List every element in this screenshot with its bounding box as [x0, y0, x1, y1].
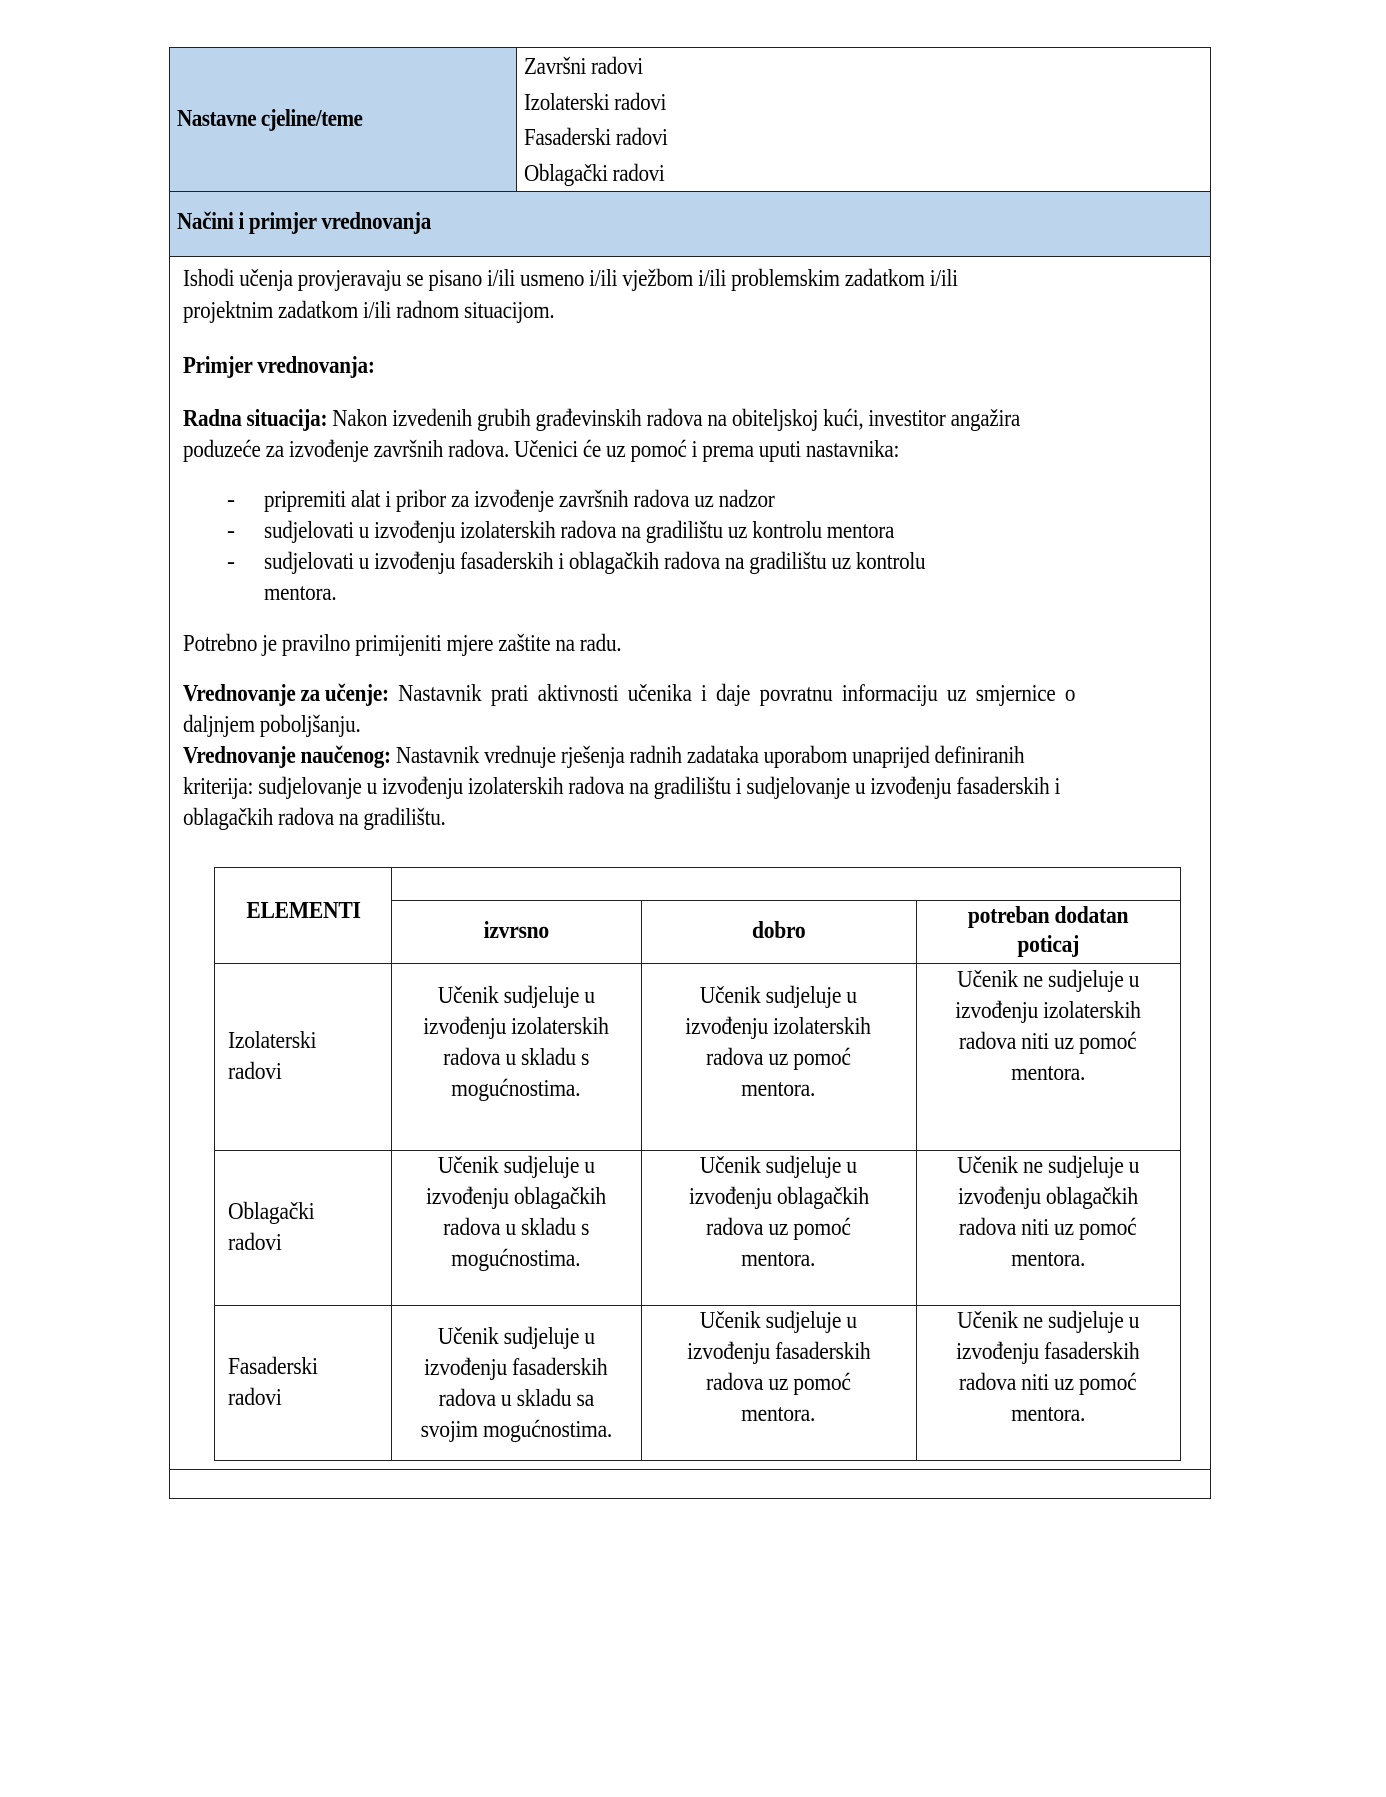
- for-learning-paragraph: [183, 681, 1075, 708]
- cell-line: izvođenju izolaterskih: [423, 1014, 609, 1040]
- topic-item: Izolaterski radovi: [524, 89, 667, 116]
- evaluation-header-row: [170, 192, 1210, 257]
- topics-list: [524, 50, 687, 192]
- cell-line: izvođenju fasaderskih: [424, 1355, 608, 1381]
- cell-line: radova u skladu s: [443, 1215, 589, 1241]
- rubric-cell-dobro: [641, 963, 916, 1150]
- rubric-cell-potreban-dodatan-poticaj: [916, 1150, 1180, 1305]
- cell-line: mogućnostima.: [451, 1246, 581, 1272]
- cell-line: mentora.: [741, 1076, 816, 1102]
- situation-text-line: poduzeće za izvođenje završnih radova. Učenici će uz pomoć i prema uputi nastavnika:: [183, 437, 900, 463]
- for-learning-label: Vrednovanje za učenje:: [183, 681, 389, 707]
- cell-line: Učenik sudjeluje u: [699, 1308, 858, 1334]
- rubric-cell-izvrsno: [391, 963, 641, 1150]
- rubric-cell-izvrsno: [391, 1305, 641, 1460]
- element-name: radovi: [228, 1384, 282, 1411]
- situation-paragraph: [183, 406, 1020, 433]
- table-row-divider: [170, 1469, 1210, 1470]
- column-header-text: potreban dodatan: [967, 902, 1129, 929]
- cell-line: radova niti uz pomoć: [959, 1215, 1137, 1241]
- cell-line: radova uz pomoć: [706, 1370, 851, 1396]
- column-header-text: poticaj: [1017, 931, 1079, 958]
- cell-line: mogućnostima.: [451, 1076, 581, 1102]
- safety-note: Potrebno je pravilno primijeniti mjere zaštite na radu.: [183, 631, 622, 657]
- cell-line: Učenik ne sudjeluje u: [956, 1308, 1140, 1334]
- cell-line: izvođenju izolaterskih: [685, 1014, 872, 1040]
- situation-label: Radna situacija:: [183, 406, 328, 432]
- cell-line: Učenik ne sudjeluje u: [956, 967, 1140, 993]
- intro-text-line: Ishodi učenja provjeravaju se pisano i/ili usmeno i/ili vježbom i/ili problemskim zadatkom i/ili: [183, 266, 958, 292]
- element-name: Fasaderski: [228, 1353, 318, 1380]
- bullet-dash: -: [227, 549, 235, 575]
- rubric-table: [214, 867, 1181, 1461]
- cell-line: radova niti uz pomoć: [959, 1029, 1137, 1055]
- column-header-text: izvrsno: [483, 918, 549, 944]
- rubric-cell-potreban-dodatan-poticaj: [916, 963, 1180, 1150]
- bullet-dash: -: [227, 487, 235, 513]
- cell-line: mentora.: [1010, 1246, 1085, 1272]
- of-learning-paragraph: [183, 743, 1024, 770]
- element-name: radovi: [228, 1229, 282, 1256]
- cell-line: mentora.: [1010, 1060, 1085, 1086]
- example-heading: Primjer vrednovanja:: [183, 353, 375, 379]
- topic-item: Fasaderski radovi: [524, 125, 668, 151]
- column-header-text: dobro: [751, 918, 806, 944]
- cell-line: Učenik sudjeluje u: [699, 1153, 858, 1179]
- of-learning-label: Vrednovanje naučenog:: [183, 743, 391, 769]
- cell-line: izvođenju oblagačkih: [688, 1184, 869, 1210]
- bullet-item: pripremiti alat i pribor za izvođenje završnih radova uz nadzor: [264, 487, 775, 513]
- cell-line: radova niti uz pomoć: [959, 1370, 1137, 1396]
- topic-item: Oblagački radovi: [524, 160, 665, 187]
- for-learning-text-line: daljnjem poboljšanju.: [183, 712, 361, 738]
- situation-text: Nakon izvedenih grubih građevinskih radova na obiteljskoj kući, investitor angažira: [327, 406, 1021, 432]
- cell-line: radova uz pomoć: [706, 1215, 851, 1241]
- of-learning-text-line: oblagačkih radova na gradilištu.: [183, 805, 446, 831]
- cell-line: izvođenju oblagačkih: [958, 1184, 1138, 1210]
- rubric-cell-potreban-dodatan-poticaj: [916, 1305, 1180, 1460]
- topics-label-cell: [170, 48, 517, 191]
- element-name: Izolaterski: [228, 1027, 317, 1054]
- cell-line: mentora.: [741, 1401, 816, 1427]
- rubric-cell-dobro: [641, 1305, 916, 1460]
- cell-line: Učenik sudjeluje u: [437, 983, 595, 1009]
- cell-line: mentora.: [741, 1246, 816, 1272]
- element-name: Oblagački: [228, 1198, 315, 1225]
- cell-line: Učenik sudjeluje u: [699, 983, 858, 1009]
- column-header-dobro: [641, 900, 916, 963]
- topics-row: [170, 48, 1210, 192]
- rubric-cell-dobro: [641, 1150, 916, 1305]
- cell-line: Učenik sudjeluje u: [437, 1324, 595, 1350]
- cell-line: izvođenju oblagačkih: [426, 1184, 606, 1210]
- intro-text-line: projektnim zadatkom i/ili radnom situacijom.: [183, 298, 555, 324]
- element-cell: [215, 1150, 391, 1305]
- element-cell: [215, 963, 391, 1150]
- bullet-item-continuation: mentora.: [264, 580, 337, 606]
- rubric-cell-izvrsno: [391, 1150, 641, 1305]
- element-cell: [215, 1305, 391, 1460]
- of-learning-text-line: kriterija: sudjelovanje u izvođenju izolaterskih radova na gradilištu i sudjelovanje u izvođenju fasaderskih i: [183, 774, 1061, 800]
- cell-line: Učenik ne sudjeluje u: [956, 1153, 1140, 1179]
- cell-line: radova u skladu s: [443, 1045, 589, 1071]
- evaluation-label: Načini i primjer vrednovanja: [177, 209, 431, 235]
- cell-line: izvođenju fasaderskih: [686, 1339, 871, 1365]
- for-learning-text: Nastavnik prati aktivnosti učenika i daje povratnu informaciju uz smjernice o: [388, 681, 1076, 707]
- of-learning-text: Nastavnik vrednuje rješenja radnih zadataka uporabom unaprijed definiranih: [390, 743, 1025, 769]
- cell-line: izvođenju izolaterskih: [955, 998, 1141, 1024]
- cell-line: svojim mogućnostima.: [420, 1417, 612, 1443]
- topics-label: Nastavne cjeline/teme: [177, 106, 363, 132]
- element-name: radovi: [228, 1058, 282, 1085]
- column-header-izvrsno: [391, 900, 641, 963]
- bullet-item: sudjelovati u izvođenju fasaderskih i oblagačkih radova na gradilištu uz kontrolu: [264, 549, 926, 575]
- cell-line: radova u skladu sa: [438, 1386, 594, 1412]
- cell-line: Učenik sudjeluje u: [437, 1153, 595, 1179]
- column-header-potreban-dodatan-poticaj: [916, 898, 1180, 963]
- cell-line: mentora.: [1010, 1401, 1085, 1427]
- elements-header: [215, 868, 391, 963]
- bullet-item: sudjelovati u izvođenju izolaterskih radova na gradilištu uz kontrolu mentora: [264, 518, 895, 544]
- cell-line: radova uz pomoć: [706, 1045, 851, 1071]
- bullet-dash: -: [227, 518, 235, 544]
- cell-line: izvođenju fasaderskih: [956, 1339, 1140, 1365]
- topic-item: Završni radovi: [524, 54, 643, 80]
- elements-header-text: ELEMENTI: [245, 898, 361, 924]
